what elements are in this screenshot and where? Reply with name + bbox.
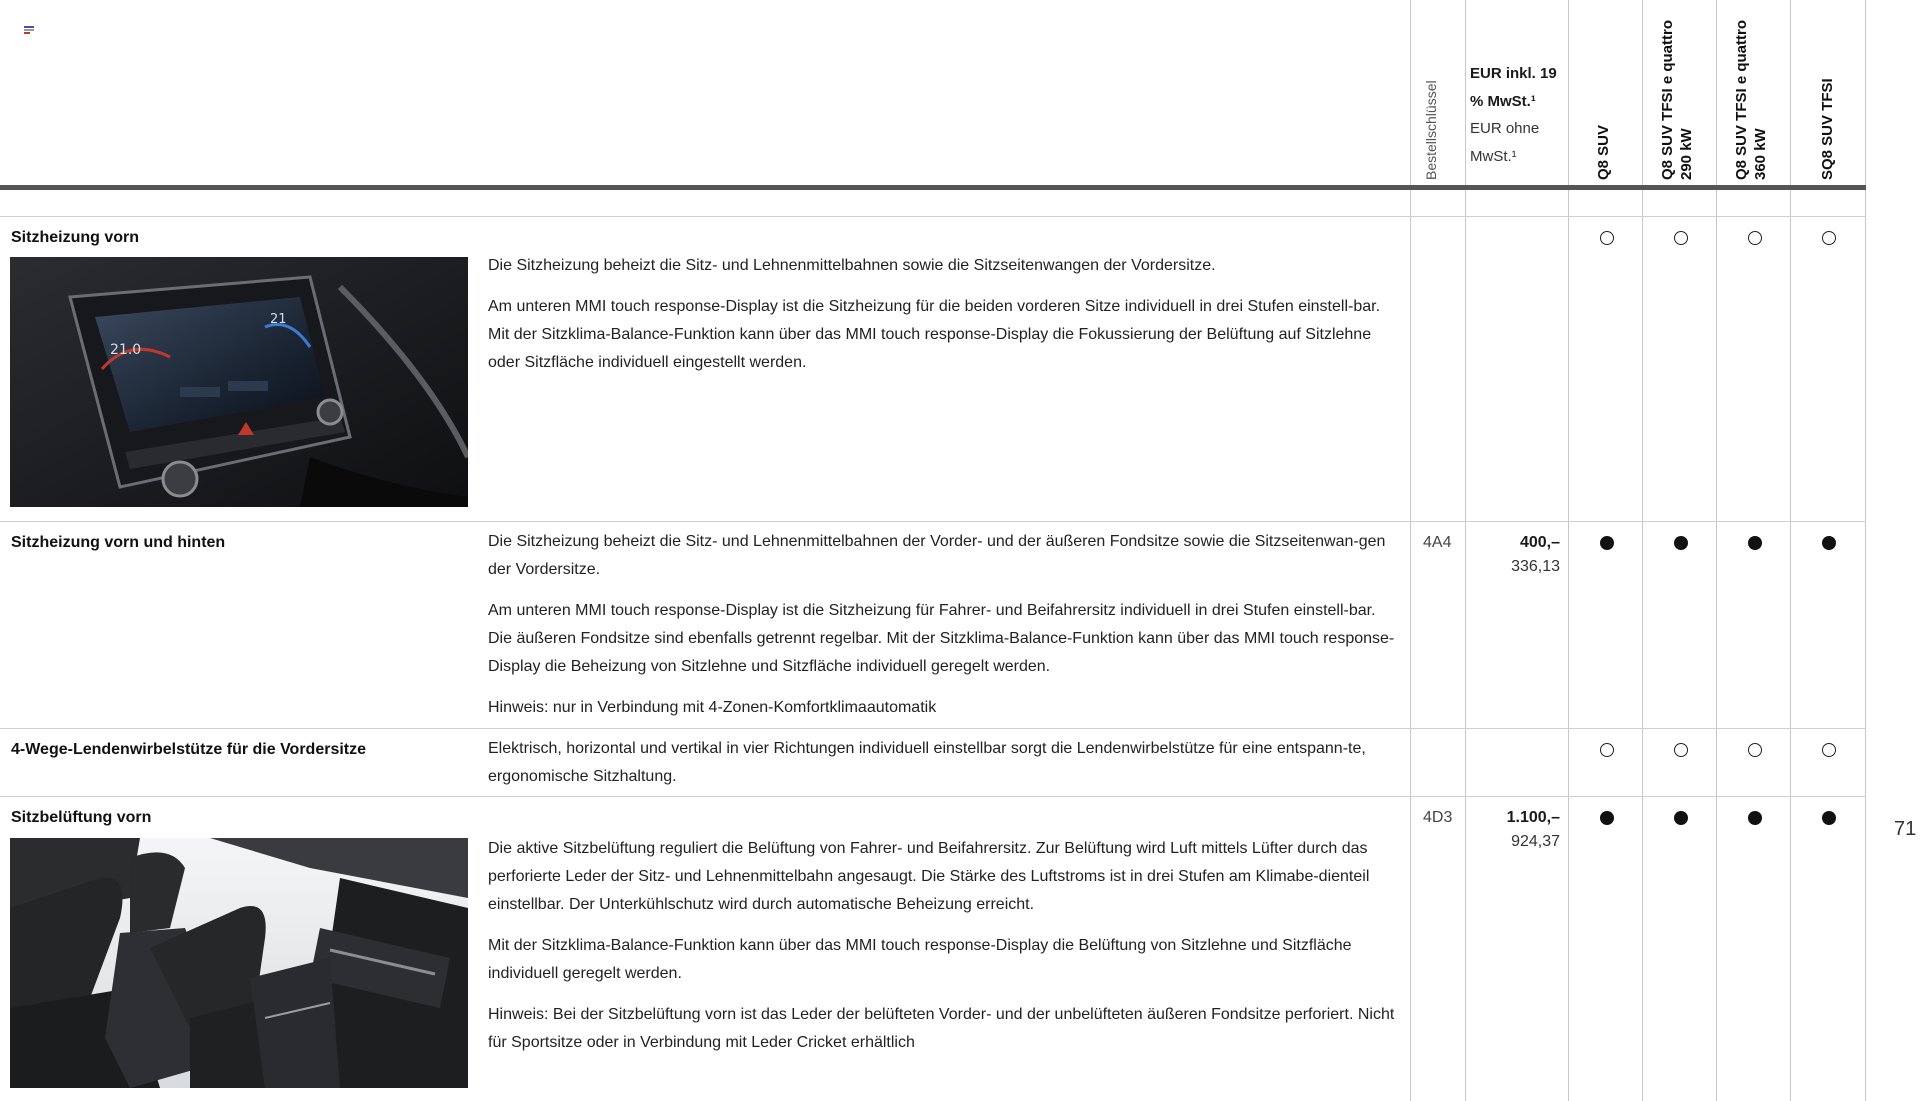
price-excl-label: EUR ohne MwSt.¹ [1470, 120, 1540, 165]
optional-mark [1822, 231, 1836, 245]
standard-mark [1748, 811, 1762, 825]
standard-mark [1600, 536, 1614, 550]
standard-mark [1600, 811, 1614, 825]
model-header-q8-360: Q8 SUV TFSI e quattro 360 kW [1733, 19, 1769, 180]
climate-panel-photo [10, 257, 468, 507]
row-divider [0, 796, 1866, 797]
row-title: Sitzbelüftung vorn [11, 809, 152, 826]
order-code: 4D3 [1423, 809, 1453, 826]
optional-mark [1822, 743, 1836, 757]
seat-interior-photo [10, 838, 468, 1088]
model-header-q8: Q8 SUV [1595, 124, 1612, 180]
row-description: Die aktive Sitzbelüftung reguliert die Belüftung von Fahrer- und Beifahrersitz. Zur Belüftung wird Luft mittels Lüfter durch das perforierte Leder der Sitz- und Lehnenmittelbahn angesaugt. Die Stärke des Luftstroms ist in drei Stufen am Klimabe-dienteil einstellbar. Der Unterkühlschutz wird durch automatische Beheizung erreicht. Mit der Sitzklima-Balance-Funktion kann über das MMI touch response-Display die Belüftung von Sitzlehne und Sitzfläche individuell geregelt werden. Hinweis: Bei der Sitzbelüftung vorn ist das Leder der belüfteten Vorder- und der unbelüfteten äußeren Fondsitze perforiert. Nicht für Sportsitze oder in Verbindung mit Leder Cricket erhältlich [488, 840, 1395, 1051]
optional-mark [1674, 743, 1688, 757]
standard-mark [1674, 811, 1688, 825]
header-rule [0, 185, 1866, 190]
page-number: 71 [1894, 818, 1917, 840]
row-title: Sitzheizung vorn und hinten [11, 534, 226, 551]
price-incl-label: EUR inkl. 19 % MwSt.¹ [1470, 65, 1557, 110]
optional-mark [1748, 743, 1762, 757]
menu-icon[interactable] [24, 26, 34, 34]
optional-mark [1600, 231, 1614, 245]
svg-text:21.0: 21.0 [110, 342, 142, 358]
row-description: Elektrisch, horizontal und vertikal in vier Richtungen individuell einstellbar sorgt die Lendenwirbelstütze für eine entspann-te, ergonomische Sitzhaltung. [488, 740, 1366, 785]
order-key-header: Bestellschlüssel [1423, 80, 1439, 180]
price: 400,– 336,13 [1511, 534, 1560, 575]
svg-text:21: 21 [270, 312, 287, 327]
optional-mark [1748, 231, 1762, 245]
standard-mark [1822, 536, 1836, 550]
optional-mark [1600, 743, 1614, 757]
row-description: Die Sitzheizung beheizt die Sitz- und Lehnenmittelbahnen sowie die Sitzseitenwangen der Vordersitze. Am unteren MMI touch response-Display ist die Sitzheizung für die beiden vorderen Sitze individuell in drei Stufen einstell-bar. Mit der Sitzklima-Balance-Funktion kann über das MMI touch response-Display die Fokussierung der Belüftung auf Sitzlehne oder Sitzfläche individuell eingestellt werden. [488, 257, 1381, 371]
order-code: 4A4 [1423, 534, 1452, 551]
row-title: Sitzheizung vorn [11, 229, 139, 246]
model-header-q8-290: Q8 SUV TFSI e quattro 290 kW [1659, 19, 1695, 180]
price: 1.100,– 924,37 [1506, 809, 1560, 850]
standard-mark [1674, 536, 1688, 550]
optional-mark [1674, 231, 1688, 245]
standard-mark [1748, 536, 1762, 550]
row-divider [0, 521, 1866, 522]
row-divider [0, 216, 1866, 217]
row-description: Die Sitzheizung beheizt die Sitz- und Lehnenmittelbahnen der Vorder- und der äußeren Fondsitze sowie die Sitzseitenwan-gen der Vordersitze. Am unteren MMI touch response-Display ist die Sitzheizung für Fahrer- und Beifahrersitz individuell in drei Stufen einstell-bar. Die äußeren Fondsitze sind ebenfalls getrennt regelbar. Mit der Sitzklima-Balance-Funktion kann über das MMI touch response-Display die Beheizung von Sitzlehne und Sitzfläche individuell geregelt werden. Hinweis: nur in Verbindung mit 4-Zonen-Komfortklimaautomatik [488, 533, 1395, 716]
row-title: 4-Wege-Lendenwirbelstütze für die Vordersitze [11, 741, 367, 758]
price-header [1470, 60, 1570, 170]
model-header-sq8: SQ8 SUV TFSI [1819, 78, 1836, 180]
row-divider [0, 728, 1866, 729]
standard-mark [1822, 811, 1836, 825]
